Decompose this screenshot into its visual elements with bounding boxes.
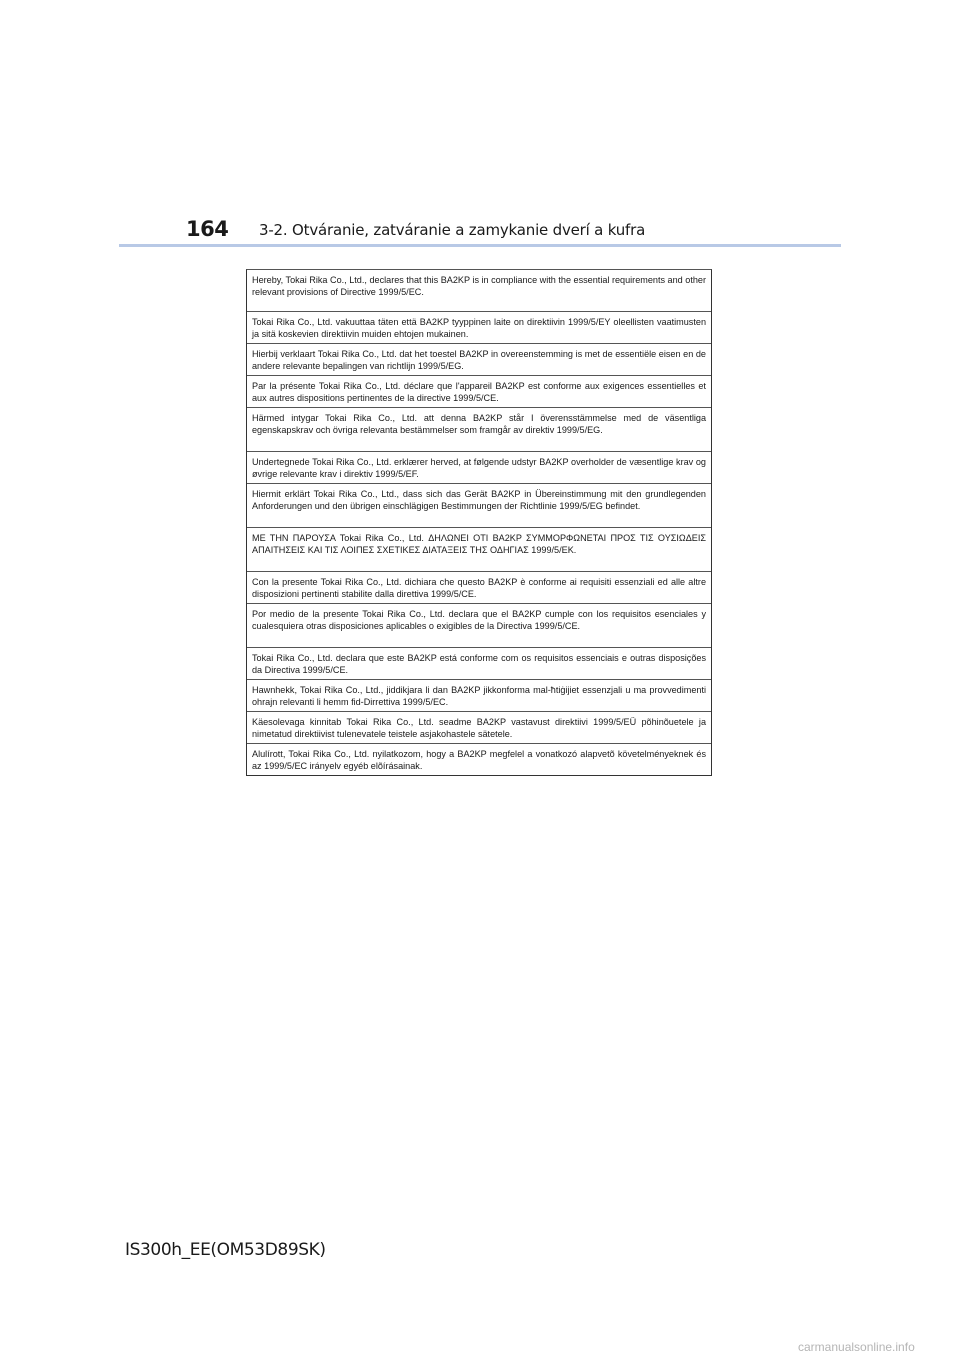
declaration-fr: Par la présente Tokai Rika Co., Ltd. déclare que l'appareil BA2KP est conforme aux exigences essentielles et aux autres dispositions pertinentes de la directive 1999/5/CE. — [247, 376, 711, 408]
declaration-pt: Tokai Rika Co., Ltd. declara que este BA2KP está conforme com os requisitos essenciais e outras disposições da Directiva 1999/5/CE. — [247, 648, 711, 680]
declaration-hu: Alulírott, Tokai Rika Co., Ltd. nyilatkozom, hogy a BA2KP megfelel a vonatkozó alapvetõ követelményeknek és az 1999/5/EC irányelv egyéb elõírásainak. — [252, 749, 706, 771]
declaration-sv: Härmed intygar Tokai Rika Co., Ltd. att denna BA2KP står I överensstämmelse med de väsentliga egenskapskrav och övriga relevanta bestämmelser som framgår av direktiv 1999/5/EG. — [247, 408, 711, 452]
declaration-de: Hiermit erklärt Tokai Rika Co., Ltd., dass sich das Gerät BA2KP in Übereinstimmung mit den grundlegenden Anforderungen und den übrigen einschlägigen Bestimmungen der Richtlinie 1999/5/EG befindet. — [247, 484, 711, 528]
declaration-es: Por medio de la presente Tokai Rika Co., Ltd. declara que el BA2KP cumple con los requisitos esenciales y cualesquiera otras disposiciones aplicables o exigibles de la Directiva 1999/5/CE. — [247, 604, 711, 648]
declaration-nl: Hierbij verklaart Tokai Rika Co., Ltd. dat het toestel BA2KP in overeenstemming is met de essentiële eisen en de andere relevante bepalingen van richtlijn 1999/5/EG. — [247, 344, 711, 376]
section-title: 3-2. Otváranie, zatváranie a zamykanie dverí a kufra — [259, 221, 646, 239]
declaration-da: Undertegnede Tokai Rika Co., Ltd. erklærer herved, at følgende udstyr BA2KP overholder de væsentlige krav og øvrige relevante krav i direktiv 1999/5/EF. — [247, 452, 711, 484]
page-number: 164 — [186, 217, 229, 241]
declaration-et: Käesolevaga kinnitab Tokai Rika Co., Ltd. seadme BA2KP vastavust direktiivi 1999/5/EÜ põhinõuetele ja nimetatud direktiivist tulenevatele teistele asjakohastele sätetele. — [247, 712, 711, 744]
footer-model-code: IS300h_EE(OM53D89SK) — [125, 1240, 326, 1260]
declaration-mt: Hawnhekk, Tokai Rika Co., Ltd., jiddikjara li dan BA2KP jikkonforma mal-ħtiġijiet essenzjali u ma provvedimenti ohrajn relevanti li hemm fid-Dirrettiva 1999/5/EC. — [247, 680, 711, 712]
footer-watermark: carmanualsonline.info — [798, 1340, 915, 1354]
declaration-table — [246, 269, 712, 776]
declaration-el: ΜΕ ΤΗΝ ΠΑΡΟΥΣΑ Tokai Rika Co., Ltd. ΔΗΛΩΝΕΙ ΟΤΙ BA2KP ΣΥΜΜΟΡΦΩΝΕΤΑΙ ΠΡΟΣ ΤΙΣ ΟΥΣΙΩΔΕΙΣ ΑΠΑΙΤΗΣΕΙΣ ΚΑΙ ΤΙΣ ΛΟΙΠΕΣ ΣΧΕΤΙΚΕΣ ΔΙΑΤΑΞΕΙΣ ΤΗΣ ΟΔΗΓΙΑΣ 1999/5/ΕΚ. — [247, 528, 711, 572]
header-divider — [119, 244, 841, 247]
declaration-fi: Tokai Rika Co., Ltd. vakuuttaa täten että BA2KP tyyppinen laite on direktiivin 1999/5/EY oleellisten vaatimusten ja sitä koskevien direktiivin muiden ehtojen mukainen. — [247, 312, 711, 344]
declaration-it: Con la presente Tokai Rika Co., Ltd. dichiara che questo BA2KP è conforme ai requisiti essenziali ed alle altre disposizioni pertinenti stabilite dalla direttiva 1999/5/CE. — [247, 572, 711, 604]
declaration-en: Hereby, Tokai Rika Co., Ltd., declares that this BA2KP is in compliance with the essential requirements and other relevant provisions of Directive 1999/5/EC. — [247, 270, 711, 312]
